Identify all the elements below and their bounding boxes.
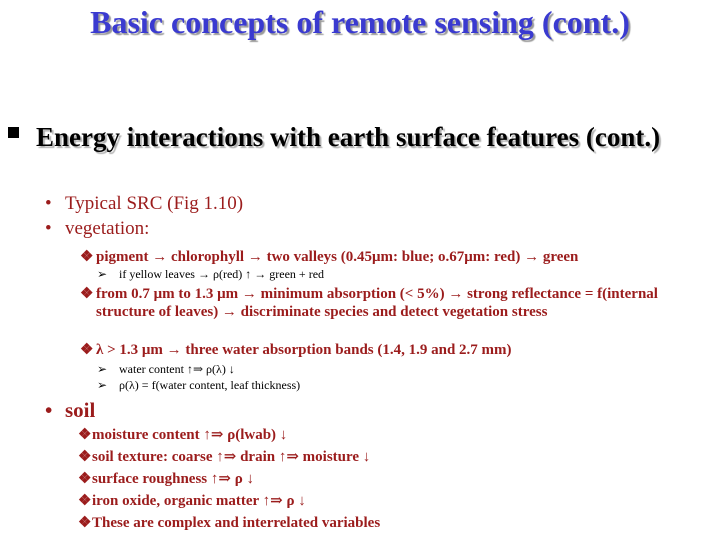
vegetation-subitem-water-content	[97, 362, 235, 377]
subitem-text: water content ↑⇒ ρ(λ) ↓	[119, 362, 235, 376]
item-text: moisture content ↑⇒ ρ(lwab) ↓	[92, 427, 288, 443]
square-bullet-icon	[8, 127, 19, 138]
diamond-bullet-icon: ❖	[80, 249, 94, 265]
diamond-bullet-icon: ❖	[78, 449, 92, 465]
bullet-soil	[45, 398, 95, 423]
arrow-bullet-icon: ➢	[97, 267, 108, 281]
bullet-typical-src	[45, 193, 243, 215]
item-text: surface roughness ↑⇒ ρ ↓	[92, 471, 254, 487]
bullet-text: soil	[65, 398, 96, 422]
diamond-bullet-icon: ❖	[78, 493, 92, 509]
arrow-bullet-icon: ➢	[97, 362, 108, 376]
soil-item-complex	[78, 513, 380, 532]
diamond-bullet-icon: ❖	[78, 427, 92, 443]
item-text: λ > 1.3 μm → three water absorption bands (1.4, 1.9 and 2.7 mm)	[96, 342, 512, 358]
vegetation-subitem-yellow	[97, 267, 324, 282]
bullet-text: vegetation:	[65, 218, 150, 239]
soil-item-moisture	[78, 425, 287, 444]
item-text: iron oxide, organic matter ↑⇒ ρ ↓	[92, 493, 306, 509]
bullet-dot-icon: •	[45, 398, 53, 422]
slide-title: Basic concepts of remote sensing (cont.)	[90, 4, 630, 40]
item-text: soil texture: coarse ↑⇒ drain ↑⇒ moisture ↓	[92, 449, 371, 465]
soil-item-texture	[78, 447, 370, 466]
vegetation-item-absorption	[80, 285, 702, 321]
bullet-vegetation	[45, 218, 149, 240]
bullet-dot-icon: •	[45, 218, 52, 239]
vegetation-item-water-bands	[80, 341, 705, 359]
arrow-bullet-icon: ➢	[97, 378, 108, 392]
bullet-text: Typical SRC (Fig 1.10)	[65, 193, 244, 214]
item-text: from 0.7 μm to 1.3 μm → minimum absorption (< 5%) → strong reflectance = f(internal structure of leaves) → discriminate species and detect vegetation stress	[96, 286, 658, 320]
bullet-dot-icon: •	[45, 193, 52, 214]
diamond-bullet-icon: ❖	[80, 286, 94, 302]
soil-item-roughness	[78, 469, 254, 488]
subitem-text: ρ(λ) = f(water content, leaf thickness)	[119, 378, 301, 392]
subitem-text: if yellow leaves → ρ(red) ↑ → green + red	[119, 267, 325, 281]
vegetation-subitem-leaf-thickness	[97, 378, 300, 393]
soil-item-iron-oxide	[78, 491, 306, 510]
diamond-bullet-icon: ❖	[78, 515, 92, 531]
diamond-bullet-icon: ❖	[80, 342, 94, 358]
main-bullet-text: Energy interactions with earth surface features (cont.)	[36, 122, 661, 152]
item-text: pigment → chlorophyll → two valleys (0.45μm: blue; o.67μm: red) → green	[96, 249, 579, 265]
vegetation-item-pigment	[80, 248, 705, 266]
main-bullet	[8, 122, 708, 153]
diamond-bullet-icon: ❖	[78, 471, 92, 487]
item-text: These are complex and interrelated variables	[92, 515, 381, 531]
